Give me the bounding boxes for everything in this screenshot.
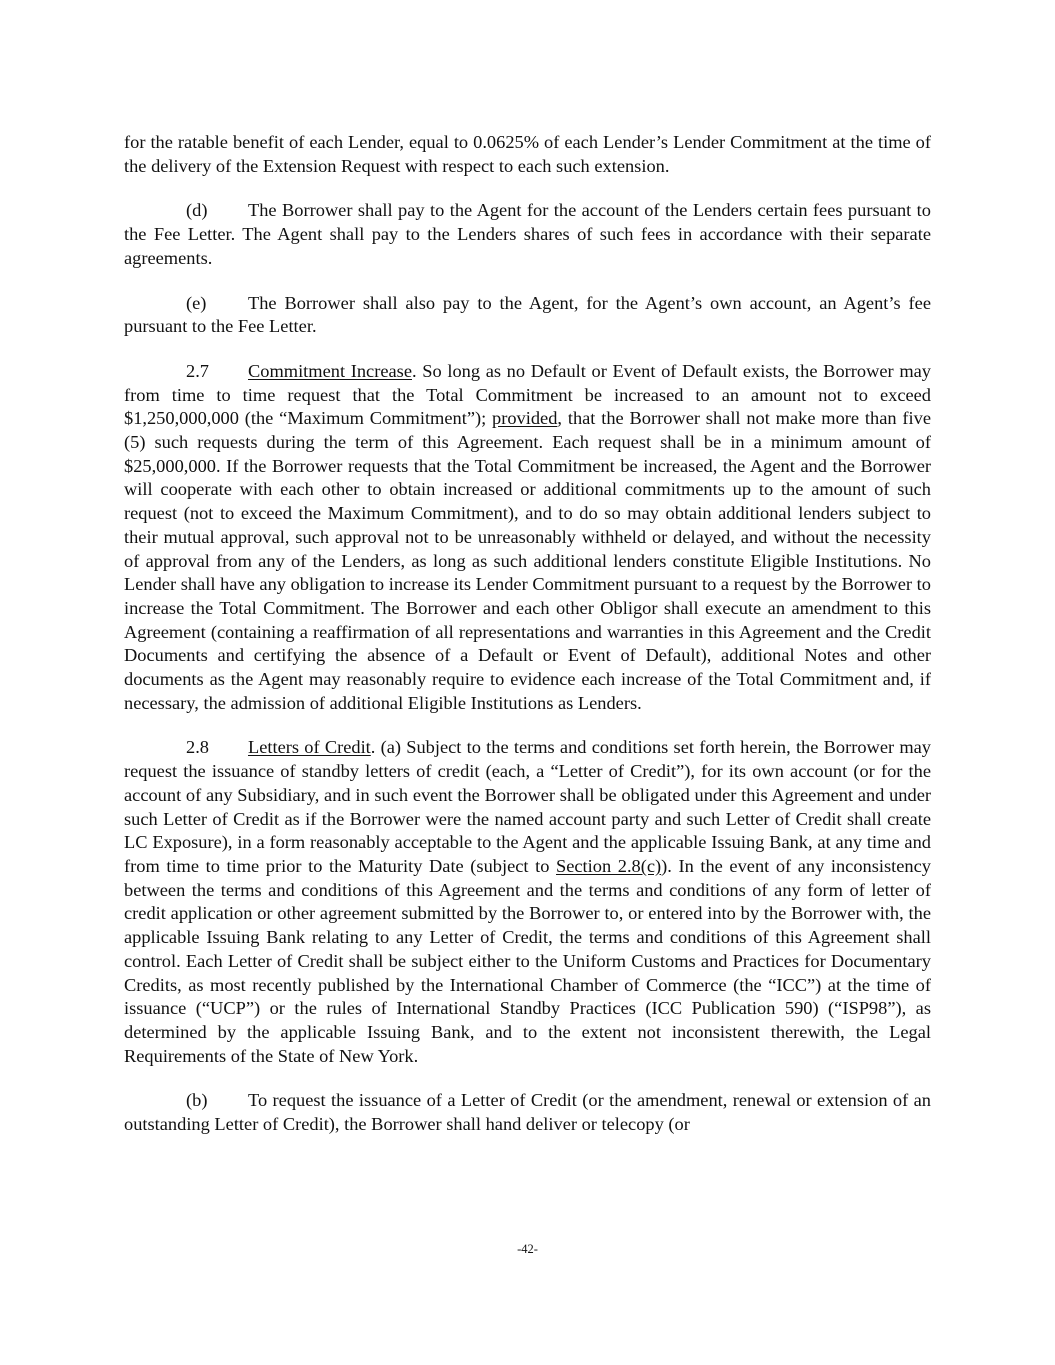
section-text-part2: , that the Borrower shall not make more than five (5) such requests during the term of this Agreement. Each request shall be in a minimum amount of $25,000,000. If the Borrower requests that the Total Commitment be increased, the Agent and the Borrower will cooperate with each other to obtain increased or additional commitments up to the amount of such request (not to exceed the Maximum Commitment), and to do so may obtain additional lenders subject to their mutual approval, such approval not to be unreasonably withheld or delayed, and without the necessity of approval from any of the Lenders, as long as such additional lenders constitute Eligible Institutions. No Lender shall have any obligation to increase its Lender Commitment pursuant to a request by the Borrower to increase the Total Commitment. The Borrower and each other Obligor shall execute an amendment to this Agreement (containing a reaffirmation of all representations and warranties in this Agreement and the Credit Documents and certifying the absence of a Default or Event of Default), additional Notes and other documents as the Agent may reasonably require to evidence each increase of the Total Commitment and, if necessary, the admission of additional Eligible Institutions as Lenders. xyxy=(124,408,931,713)
paragraph-label: (d) xyxy=(186,200,208,221)
paragraph-text: for the ratable benefit of each Lender, equal to 0.0625% of each Lender’s Lender Commitment at the time of the delivery of the Extension Request with respect to each such extension. xyxy=(124,132,931,176)
section-text-part2: ). In the event of any inconsistency between the terms and conditions of this Agreement and the terms and conditions of any form of letter of credit application or other agreement submitted by the Borrower to, or entered into by the Borrower with, the applicable Issuing Bank relating to any Letter of Credit, the terms and conditions of this Agreement shall control. Each Letter of Credit shall be subject either to the Uniform Customs and Practices for Documentary Credits, as most recently published by the International Chamber of Commerce (the “ICC”) at the time of issuance (“UCP”) or the rules of International Standby Practices (ICC Publication 590) (“ISP98”), as determined by the applicable Issuing Bank, and to the extent not inconsistent therewith, the Legal Requirements of the State of New York. xyxy=(124,855,931,1066)
paragraph-label: (b) xyxy=(186,1090,208,1111)
paragraph-label: (e) xyxy=(186,292,207,313)
provided-term: provided xyxy=(492,408,558,429)
section-reference: Section 2.8(c) xyxy=(556,855,662,876)
section-text-part1: . So long as no Default or Event of Default exists, the Borrower may from time to time request that the Total Commitment be increased to an amount not to exceed $1,250,000,000 (the “Maximum Commitment”); xyxy=(124,360,931,429)
section-2-7-commitment-increase xyxy=(124,360,931,716)
document-body xyxy=(124,131,931,1158)
section-2-8-letters-of-credit xyxy=(124,736,931,1068)
section-number: 2.8 xyxy=(186,737,209,758)
paragraph-text: The Borrower shall also pay to the Agent, for the Agent’s own account, an Agent’s fee pursuant to the Fee Letter. xyxy=(124,292,931,337)
paragraph-d-fee-letter xyxy=(124,199,931,270)
section-text-part1: . (a) Subject to the terms and conditions set forth herein, the Borrower may request the issuance of standby letters of credit (each, a “Letter of Credit”), for its own account (or for the account of any Subsidiary, and in such event the Borrower shall be obligated under this Agreement and under such Letter of Credit as if the Borrower were the named account party and such Letter of Credit shall create LC Exposure), in a form reasonably acceptable to the Agent and the applicable Issuing Bank, at any time and from time to time prior to the Maturity Date (subject to xyxy=(124,737,931,876)
page-number: -42- xyxy=(517,1242,538,1256)
paragraph-b-request-issuance xyxy=(124,1089,931,1136)
section-heading: Letters of Credit xyxy=(248,737,371,758)
paragraph-e-agent-fee xyxy=(124,292,931,339)
paragraph-text: To request the issuance of a Letter of Credit (or the amendment, renewal or extension of an outstanding Letter of Credit), the Borrower shall hand deliver or telecopy (or xyxy=(124,1090,931,1135)
section-heading: Commitment Increase xyxy=(248,360,412,381)
paragraph-ratable-benefit xyxy=(124,131,931,178)
section-number: 2.7 xyxy=(186,360,209,381)
paragraph-text: The Borrower shall pay to the Agent for the account of the Lenders certain fees pursuant to the Fee Letter. The Agent shall pay to the Lenders shares of such fees in accordance with their separate agreements. xyxy=(124,200,931,268)
